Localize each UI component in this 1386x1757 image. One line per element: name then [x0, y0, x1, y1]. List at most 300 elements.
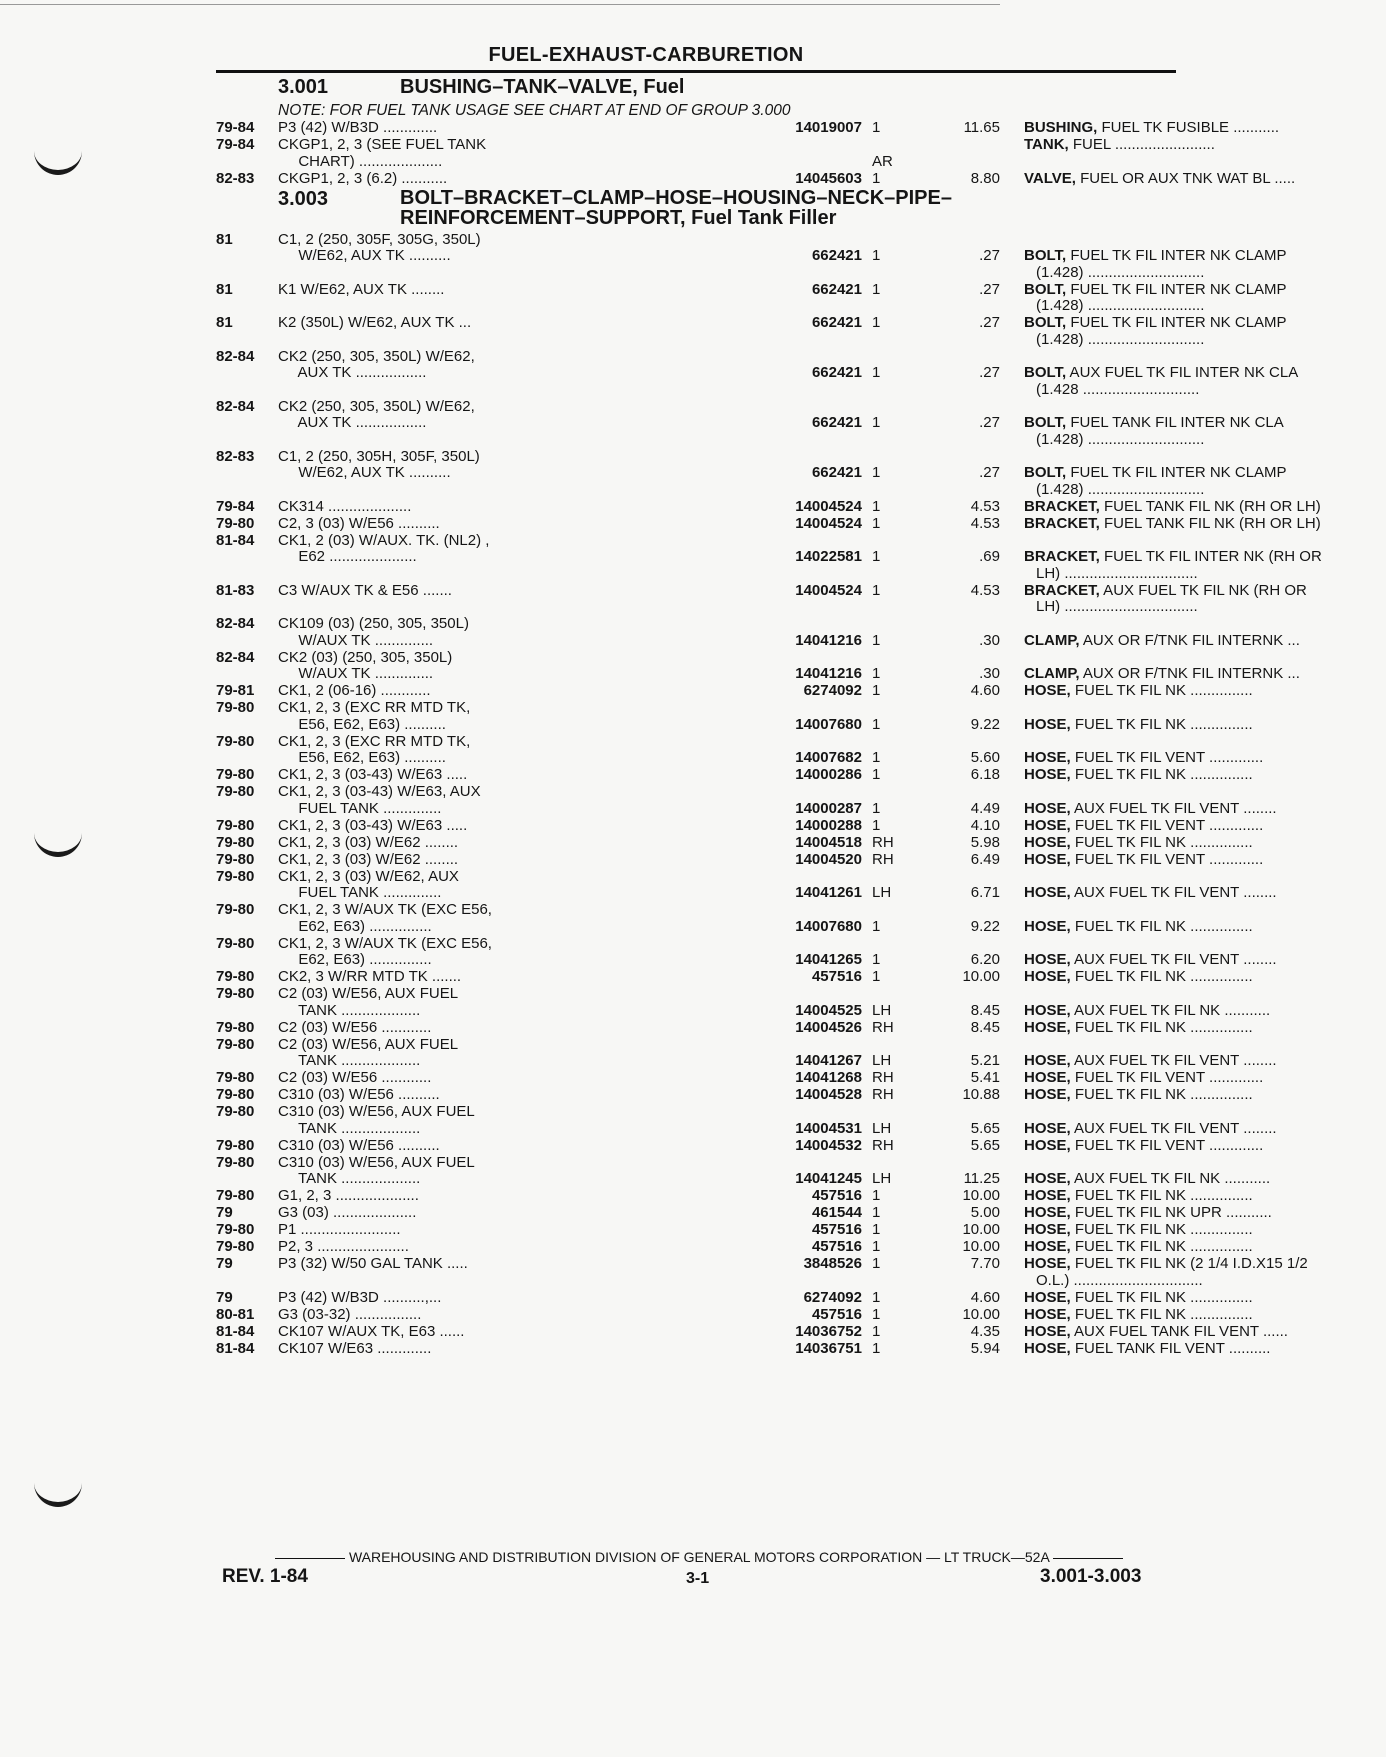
description-text: FUEL TK FIL NK ............... — [1070, 766, 1253, 783]
model-years: 79-80 — [216, 850, 255, 868]
part-row — [216, 1153, 1271, 1189]
description-keyword: HOSE, — [1024, 1052, 1071, 1069]
application-line: TANK ................... — [290, 1170, 421, 1187]
description-keyword: HOSE, — [1024, 1119, 1071, 1137]
part-row — [216, 347, 1299, 399]
part-number: 14004531 — [795, 1119, 862, 1137]
description — [1024, 1037, 1386, 1070]
part-number: 14041216 — [795, 631, 862, 649]
description-line — [1024, 382, 1386, 399]
price: 6.71 — [970, 884, 1000, 901]
description-text: AUX FUEL TK FIL NK (RH OR — [1099, 581, 1307, 599]
description-line — [1024, 801, 1386, 818]
quantity: 1 — [872, 1221, 881, 1238]
part-row — [216, 816, 1264, 835]
application-line: P1 ........................ — [278, 1221, 401, 1238]
description-text: FUEL TK FIL NK ............... — [1070, 1187, 1253, 1204]
application-line: G1, 2, 3 .................... — [278, 1187, 419, 1204]
application-line: AUX TK ................. — [290, 364, 427, 381]
price: 7.70 — [970, 1255, 1000, 1272]
description — [1024, 835, 1386, 852]
description-text: FUEL TK FIL VENT ............. — [1070, 749, 1264, 766]
model-years: 82-83 — [216, 447, 255, 465]
model-years: 79-80 — [216, 934, 255, 952]
model-years: 82-84 — [216, 397, 255, 415]
application-line: W/AUX TK .............. — [290, 631, 434, 649]
description-text: FUEL TK FIL NK ............... — [1070, 1238, 1253, 1255]
part-row — [216, 732, 1264, 768]
part-row — [216, 447, 1287, 499]
quantity: RH — [872, 1086, 894, 1103]
quantity: 1 — [872, 280, 881, 298]
part-row — [216, 136, 1215, 171]
description — [1024, 1087, 1386, 1104]
price: 6.20 — [970, 951, 1000, 968]
quantity: 1 — [872, 1305, 881, 1323]
application-line: CHART) .................... — [290, 152, 443, 170]
part-number: 14041268 — [795, 1069, 862, 1086]
quantity: 1 — [872, 968, 881, 985]
application-line: CK2, 3 W/RR MTD TK ....... — [278, 968, 462, 985]
price: .27 — [979, 364, 1000, 381]
model-years: 81-83 — [216, 581, 255, 599]
application-line: K1 W/E62, AUX TK ........ — [278, 280, 445, 298]
price: 5.65 — [970, 1119, 1000, 1137]
description — [1024, 969, 1386, 986]
application-line: C310 (03) W/E56, AUX FUEL — [278, 1103, 475, 1120]
application-line: CK1, 2, 3 (03) W/E62 ........ — [278, 833, 459, 851]
part-row — [216, 783, 1277, 818]
model-years: 81 — [216, 314, 233, 331]
price: .27 — [979, 414, 1000, 431]
price: 4.53 — [970, 581, 1000, 599]
scan-edge-line — [0, 4, 1000, 5]
description — [1024, 734, 1386, 767]
description-line — [1024, 1070, 1386, 1087]
model-years: 79-80 — [216, 1238, 255, 1255]
description-line — [1024, 399, 1386, 416]
description-text: AUX FUEL TK FIL VENT ........ — [1070, 951, 1277, 968]
description — [1024, 1155, 1386, 1188]
application-line: C310 (03) W/E56 .......... — [278, 1086, 440, 1103]
price: 10.00 — [962, 1238, 1000, 1255]
description-line — [1024, 365, 1386, 382]
description — [1024, 1256, 1386, 1289]
model-years: 79-80 — [216, 1221, 255, 1238]
part-row — [216, 934, 1277, 970]
model-years: 79-80 — [216, 1069, 255, 1086]
description — [1024, 533, 1386, 583]
description-text: FUEL TK FIL NK ............... — [1070, 1288, 1253, 1306]
quantity: 1 — [872, 1204, 881, 1221]
description-line — [1024, 516, 1386, 533]
description-line — [1024, 137, 1386, 154]
description-text: AUX FUEL TK FIL VENT ........ — [1070, 1119, 1277, 1137]
description-text: AUX FUEL TK FIL VENT ........ — [1070, 1052, 1277, 1069]
description-text: FUEL TANK FIL VENT .......... — [1070, 1339, 1271, 1357]
description-keyword: HOSE, — [1024, 850, 1071, 868]
description-keyword: BRACKET, — [1024, 581, 1100, 599]
description-line — [1024, 1037, 1386, 1054]
price: .30 — [979, 665, 1000, 682]
application-line: CK1, 2, 3 (03) W/E62, AUX — [278, 867, 459, 885]
description-keyword: HOSE, — [1024, 799, 1071, 817]
application-line: CK107 W/AUX TK, E63 ...... — [278, 1322, 465, 1340]
description — [1024, 818, 1386, 835]
description-line — [1024, 232, 1386, 249]
description-line — [1024, 952, 1386, 969]
description-keyword: BRACKET, — [1024, 548, 1100, 565]
description-keyword: HOSE, — [1024, 816, 1071, 834]
section-number: 3.001 — [278, 76, 329, 98]
price: .27 — [979, 314, 1000, 331]
price: 5.21 — [970, 1052, 1000, 1069]
quantity: RH — [872, 1069, 894, 1086]
description-text: FUEL TK FIL VENT ............. — [1070, 1069, 1264, 1086]
application-line: CK1, 2, 3 W/AUX TK (EXC E56, — [278, 934, 492, 952]
description — [1024, 852, 1386, 869]
description-line — [1024, 332, 1386, 349]
description-keyword: BOLT, — [1024, 464, 1067, 481]
description-line — [1024, 700, 1386, 717]
description — [1024, 449, 1386, 499]
part-row — [216, 581, 1307, 617]
description — [1024, 120, 1386, 137]
model-years: 81 — [216, 280, 233, 298]
application-line: E62, E63) ............... — [290, 917, 432, 935]
quantity: AR — [872, 152, 893, 170]
description-keyword: CLAMP, — [1024, 665, 1080, 682]
model-years: 82-84 — [216, 347, 255, 365]
part-row — [216, 1305, 1253, 1324]
part-number: 14041245 — [795, 1170, 862, 1187]
application-line: CK107 W/E63 ............. — [278, 1339, 432, 1357]
price: 10.88 — [962, 1086, 1000, 1103]
part-row — [216, 531, 1322, 583]
description-text: FUEL TK FIL NK ............... — [1070, 833, 1253, 851]
part-row — [216, 682, 1253, 700]
part-number: 457516 — [811, 1238, 862, 1255]
price: .30 — [979, 631, 1000, 649]
application — [278, 137, 766, 170]
description-line — [1024, 349, 1386, 366]
application-line: G3 (03) .................... — [278, 1204, 417, 1221]
model-years: 79-80 — [216, 699, 255, 716]
description-line — [1024, 499, 1386, 516]
price: 9.22 — [970, 917, 1000, 935]
section-name-line: BOLT–BRACKET–CLAMP–HOSE–HOUSING–NECK–PIPE– — [400, 186, 952, 209]
part-number: 14004526 — [795, 1018, 862, 1036]
description-line — [1024, 869, 1386, 886]
quantity: 1 — [872, 548, 881, 565]
description-keyword: HOSE, — [1024, 1018, 1071, 1036]
description-text: LH) ................................ — [1036, 598, 1198, 615]
part-number: 14000286 — [795, 766, 862, 783]
quantity: RH — [872, 833, 894, 851]
part-number: 662421 — [811, 464, 862, 481]
description-text: FUEL TANK FIL NK (RH OR LH) — [1099, 497, 1321, 515]
description-line — [1024, 835, 1386, 852]
application-line: W/E62, AUX TK .......... — [290, 247, 451, 264]
part-number: 14004528 — [795, 1086, 862, 1103]
description-line — [1024, 969, 1386, 986]
quantity: 1 — [872, 1238, 881, 1255]
part-number: 662421 — [811, 414, 862, 431]
footer-rule-right — [1053, 1558, 1123, 1559]
section-number: 3.003 — [278, 187, 329, 210]
application-line: C2 (03) W/E56, AUX FUEL — [278, 985, 459, 1002]
section-name-line: REINFORCEMENT–SUPPORT, Fuel Tank Filler — [400, 206, 837, 229]
description-line — [1024, 633, 1386, 650]
footer-rule-left — [275, 1558, 345, 1559]
model-years: 79-80 — [216, 1086, 255, 1103]
description-text: (1.428) ............................ — [1036, 430, 1205, 448]
part-number: 14041265 — [795, 951, 862, 968]
description-line — [1024, 1188, 1386, 1205]
model-years: 79-80 — [216, 833, 255, 851]
application-line: CK314 .................... — [278, 497, 412, 515]
description-line — [1024, 465, 1386, 482]
description — [1024, 399, 1386, 449]
model-years: 82-83 — [216, 169, 255, 187]
description-keyword: HOSE, — [1024, 1339, 1071, 1357]
price: 10.00 — [962, 968, 1000, 985]
description-line — [1024, 818, 1386, 835]
description — [1024, 499, 1386, 516]
part-row — [216, 1187, 1253, 1205]
part-row — [216, 514, 1321, 533]
price: 11.25 — [963, 1170, 1000, 1187]
application-line: CK1, 2, 3 W/AUX TK (EXC E56, — [278, 901, 492, 918]
price: 11.65 — [963, 119, 1000, 136]
part-row — [216, 648, 1300, 684]
description-keyword: HOSE, — [1024, 1288, 1071, 1306]
description-line — [1024, 566, 1386, 583]
model-years: 79-81 — [216, 682, 255, 699]
footer-division — [222, 1549, 1176, 1565]
description-line — [1024, 1222, 1386, 1239]
price: 4.60 — [970, 682, 1000, 699]
description-text: AUX FUEL TANK FIL VENT ...... — [1070, 1322, 1288, 1340]
description — [1024, 700, 1386, 733]
description-keyword: HOSE, — [1024, 917, 1071, 935]
description-text: (1.428) ............................ — [1036, 480, 1205, 498]
description-keyword: HOSE, — [1024, 766, 1071, 783]
application-line: C2 (03) W/E56 ............ — [278, 1018, 432, 1036]
description-line — [1024, 1087, 1386, 1104]
model-years: 79 — [216, 1288, 233, 1306]
description-text: FUEL TK FIL INTER NK CLAMP — [1066, 314, 1287, 331]
price: 4.60 — [970, 1288, 1000, 1306]
price: 4.10 — [970, 816, 1000, 834]
model-years: 79-80 — [216, 1103, 255, 1120]
quantity: 1 — [872, 1322, 881, 1340]
part-row — [216, 230, 1287, 282]
description-text: AUX FUEL TK FIL NK ........... — [1070, 1001, 1271, 1019]
description — [1024, 1341, 1386, 1358]
description-keyword: HOSE, — [1024, 749, 1071, 766]
price: 4.53 — [970, 497, 1000, 515]
description-text: (1.428) ............................ — [1036, 330, 1205, 348]
quantity: 1 — [872, 464, 881, 481]
quantity: 1 — [872, 682, 881, 699]
part-number: 14041216 — [795, 665, 862, 682]
application-line: CK1, 2 (03) W/AUX. TK. (NL2) , — [278, 531, 490, 549]
quantity: 1 — [872, 665, 881, 682]
description — [1024, 616, 1386, 649]
description-text: FUEL TK FIL INTER NK CLAMP — [1066, 280, 1287, 298]
part-row — [216, 1035, 1277, 1071]
section-range: 3.001-3.003 — [1040, 1566, 1142, 1587]
description-keyword: HOSE, — [1024, 1305, 1071, 1323]
quantity: 1 — [872, 766, 881, 783]
description-keyword: HOSE, — [1024, 968, 1071, 985]
description-keyword: HOSE, — [1024, 1255, 1071, 1272]
description-line — [1024, 902, 1386, 919]
application-line: P3 (32) W/50 GAL TANK ..... — [278, 1255, 468, 1272]
description — [1024, 349, 1386, 399]
description-line — [1024, 683, 1386, 700]
part-number: 14041267 — [795, 1052, 862, 1069]
description-line — [1024, 616, 1386, 633]
application-line: G3 (03-32) ................ — [278, 1305, 422, 1323]
description-text: FUEL TK FIL NK ............... — [1070, 1018, 1253, 1036]
description-text: FUEL OR AUX TNK WAT BL ..... — [1075, 169, 1296, 187]
part-number: 662421 — [811, 247, 862, 264]
title-rule — [216, 70, 1176, 73]
model-years: 79-80 — [216, 816, 255, 834]
description-keyword: BUSHING, — [1024, 119, 1098, 136]
price: 5.98 — [970, 833, 1000, 851]
description — [1024, 902, 1386, 935]
quantity: 1 — [872, 1339, 881, 1357]
description-text: AUX FUEL TK FIL VENT ........ — [1070, 799, 1277, 817]
quantity: 1 — [872, 247, 881, 264]
part-row — [216, 1103, 1277, 1138]
model-years: 79-80 — [216, 783, 255, 800]
part-row — [216, 766, 1253, 784]
price: 4.35 — [970, 1322, 1000, 1340]
quantity: 1 — [872, 715, 881, 733]
model-years: 79-84 — [216, 497, 255, 515]
quantity: 1 — [872, 749, 881, 766]
description-text: FUEL TK FIL NK ............... — [1070, 917, 1253, 935]
application-line: CK1, 2, 3 (03-43) W/E63 ..... — [278, 816, 468, 834]
model-years: 80-81 — [216, 1305, 255, 1323]
model-years: 79-80 — [216, 867, 255, 885]
description-keyword: HOSE, — [1024, 884, 1071, 901]
description — [1024, 1324, 1386, 1341]
application-line: P3 (42) W/B3D ..........,... — [278, 1288, 442, 1306]
part-row — [216, 169, 1296, 188]
quantity: RH — [872, 1018, 894, 1036]
part-row — [216, 497, 1321, 516]
model-years: 81-84 — [216, 1322, 255, 1340]
part-row — [216, 699, 1253, 734]
description-text: (1.428 ............................ — [1036, 380, 1200, 398]
description — [1024, 986, 1386, 1019]
description-line — [1024, 1205, 1386, 1222]
part-row — [216, 1255, 1308, 1290]
description — [1024, 650, 1386, 683]
price: 9.22 — [970, 715, 1000, 733]
price: 6.18 — [970, 766, 1000, 783]
section-name — [400, 188, 952, 228]
model-years: 79-84 — [216, 136, 255, 153]
binder-hole-mark — [34, 148, 82, 175]
part-number: 14004524 — [795, 581, 862, 599]
price: 10.00 — [962, 1221, 1000, 1238]
model-years: 79-80 — [216, 1153, 255, 1171]
application-line: CK1, 2 (06-16) ............ — [278, 682, 431, 699]
description — [1024, 1070, 1386, 1087]
part-row — [216, 1238, 1253, 1256]
application-line: FUEL TANK .............. — [290, 884, 442, 901]
quantity: LH — [872, 1119, 892, 1137]
part-number: 14004520 — [795, 850, 862, 868]
quantity: 1 — [872, 799, 881, 817]
parts-list — [216, 76, 1322, 1358]
description-line — [1024, 1104, 1386, 1121]
price: 5.60 — [970, 749, 1000, 766]
part-row — [216, 1288, 1253, 1307]
description-text: (1.428) ............................ — [1036, 263, 1205, 281]
part-number: 14041261 — [795, 884, 862, 901]
part-row — [216, 119, 1280, 137]
description-text: FUEL TK FIL NK (2 1/4 I.D.X15 1/2 — [1070, 1255, 1308, 1272]
quantity: LH — [872, 1170, 892, 1187]
description-keyword: HOSE, — [1024, 1170, 1071, 1187]
description-line — [1024, 248, 1386, 265]
description-line — [1024, 449, 1386, 466]
price: 8.45 — [970, 1001, 1000, 1019]
binder-hole-mark — [34, 1480, 82, 1507]
part-number: 14004524 — [795, 514, 862, 532]
description-line — [1024, 1171, 1386, 1188]
description-text: FUEL TK FIL NK ............... — [1070, 1305, 1253, 1323]
description-line — [1024, 298, 1386, 315]
part-row — [216, 1136, 1264, 1155]
part-number: 457516 — [811, 1187, 862, 1204]
part-number: 14004532 — [795, 1136, 862, 1154]
application-line: C3 W/AUX TK & E56 ....... — [278, 581, 452, 599]
description-text: (1.428) ............................ — [1036, 297, 1205, 314]
footer-division-text: WAREHOUSING AND DISTRIBUTION DIVISION OF GENERAL MOTORS CORPORATION — LT TRUCK—52A — [348, 1549, 1050, 1565]
model-years: 79-80 — [216, 732, 255, 750]
description — [1024, 1239, 1386, 1256]
part-number: 14000288 — [795, 816, 862, 834]
description — [1024, 936, 1386, 969]
part-number: 14045603 — [795, 169, 862, 187]
description-line — [1024, 1053, 1386, 1070]
description-keyword: HOSE, — [1024, 951, 1071, 968]
description-text: FUEL TK FIL NK UPR ........... — [1070, 1204, 1272, 1221]
description-line — [1024, 734, 1386, 751]
part-row — [216, 397, 1284, 449]
quantity: 1 — [872, 169, 881, 187]
description-line — [1024, 120, 1386, 137]
part-number: 14036752 — [795, 1322, 862, 1340]
description-line — [1024, 1138, 1386, 1155]
description-line — [1024, 767, 1386, 784]
revision-label: REV. 1-84 — [222, 1566, 308, 1587]
application-line: CK2 (03) (250, 305, 350L) — [278, 648, 453, 666]
description-keyword: BOLT, — [1024, 364, 1067, 381]
quantity: 1 — [872, 816, 881, 834]
description-keyword: BOLT, — [1024, 314, 1067, 331]
price: .27 — [979, 280, 1000, 298]
part-row — [216, 833, 1253, 852]
